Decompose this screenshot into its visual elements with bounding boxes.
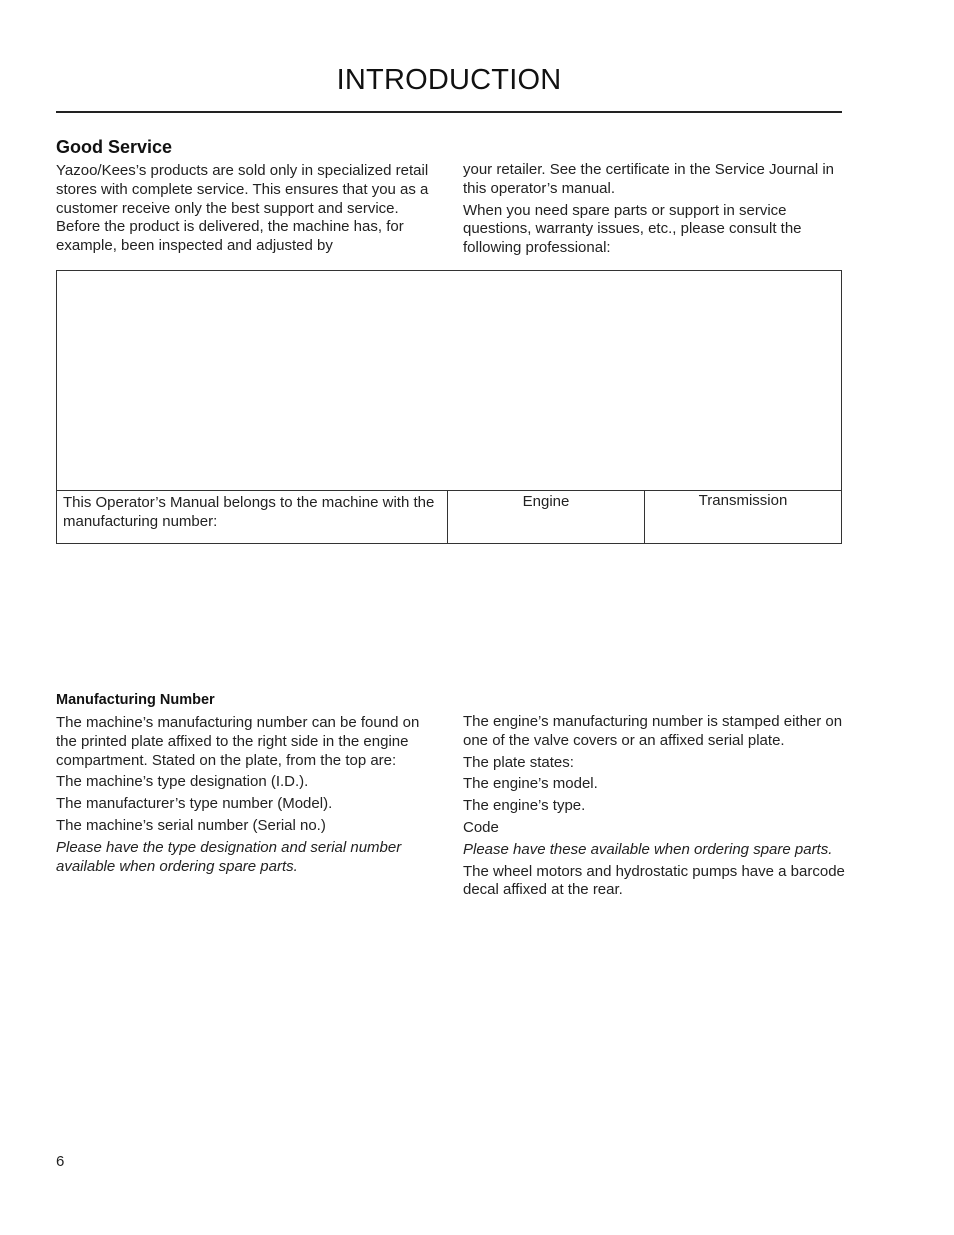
manufacturing-left-column (56, 714, 438, 879)
body-paragraph: The engine’s manufacturing number is stamped either on one of the valve covers or an affixed serial plate. (463, 713, 843, 749)
body-paragraph: The plate states: (463, 753, 574, 771)
italic-note: Please have the type designation and serial number available when ordering spare parts. (56, 838, 402, 875)
good-service-heading: Good Service (56, 137, 173, 157)
good-service-right-column (463, 161, 845, 261)
body-paragraph: The machine’s serial number (Serial no.) (56, 816, 326, 834)
dealer-stamp-area (57, 271, 841, 490)
body-paragraph: The machine’s type designation (I.D.). (56, 773, 309, 791)
manufacturing-right-column (463, 713, 845, 903)
good-service-paragraph: your retailer. See the certificate in the Service Journal in this operator’s manual. (463, 161, 835, 197)
body-paragraph: The machine’s manufacturing number can be found on the printed plate affixed to the right side in the engine compartment. Stated on the plate, from the top are: (56, 714, 420, 769)
manufacturing-number-cell-label: This Operator’s Manual belongs to the machine with the manufacturing number: (63, 494, 435, 530)
good-service-paragraph: Yazoo/Kees’s products are sold only in specialized retail stores with complete service. This ensures that you as a customer receive only the best support and service. Before the product is delivered, the machine has, for example, been inspected and adjusted by (56, 162, 429, 255)
body-paragraph: The manufacturer’s type number (Model). (56, 795, 333, 813)
dealer-info-box (56, 270, 842, 544)
page-number: 6 (56, 1153, 65, 1170)
italic-note: Please have these available when ordering spare parts. (463, 840, 833, 858)
engine-cell-label: Engine (522, 493, 570, 510)
good-service-left-column (56, 162, 438, 259)
page-title: INTRODUCTION (336, 64, 562, 96)
body-paragraph: The wheel motors and hydrostatic pumps have a barcode decal affixed at the rear. (463, 862, 845, 899)
body-paragraph: The engine’s model. (463, 775, 598, 793)
title-divider (56, 111, 842, 113)
good-service-paragraph: When you need spare parts or support in service questions, warranty issues, etc., please consult the following professional: (463, 201, 802, 257)
body-paragraph: Code (463, 818, 499, 836)
manufacturing-number-heading: Manufacturing Number (56, 692, 215, 708)
transmission-cell-label: Transmission (698, 492, 788, 509)
body-paragraph: The engine’s type. (463, 797, 586, 815)
